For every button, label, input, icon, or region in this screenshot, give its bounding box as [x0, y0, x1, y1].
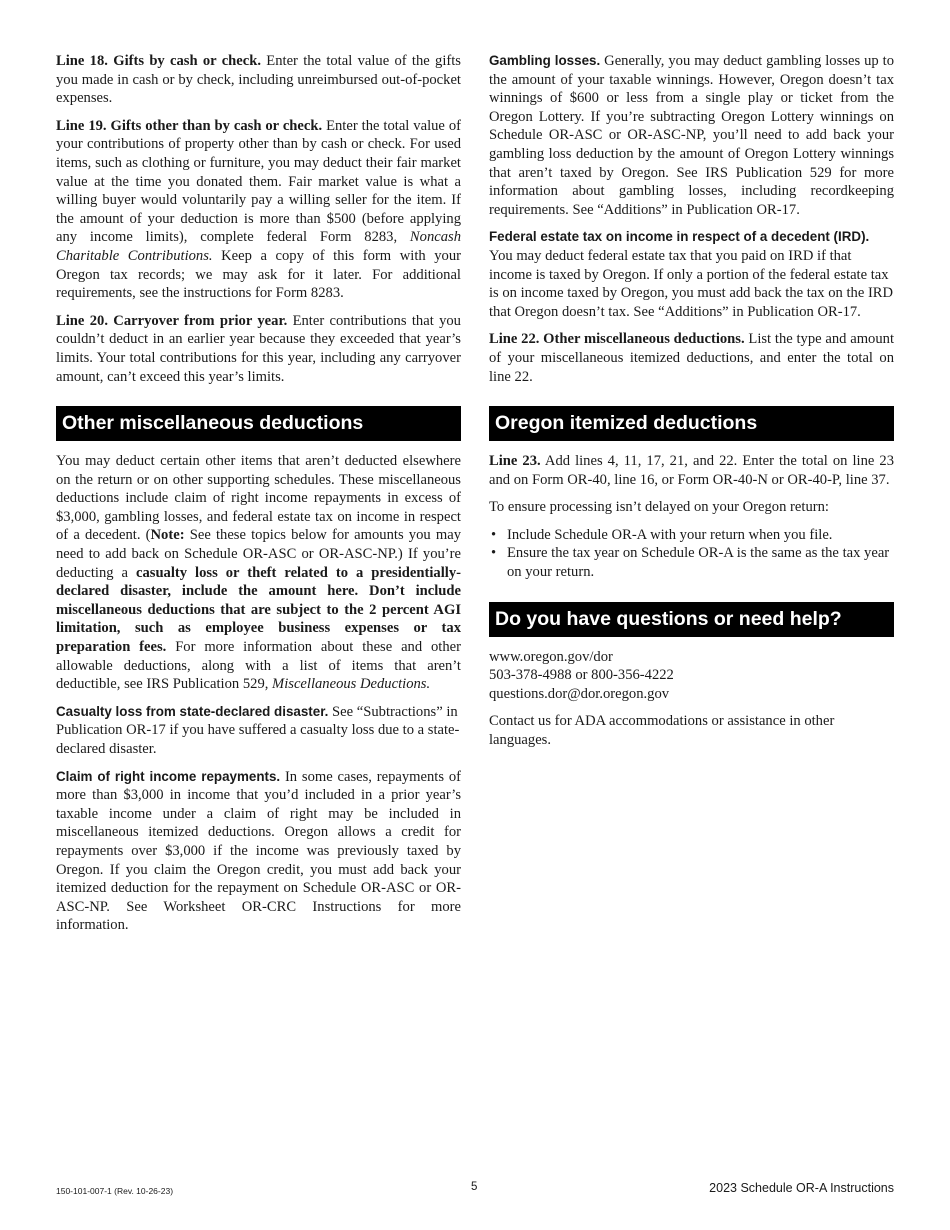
list-item-text: Include Schedule OR-A with your return when you file. — [507, 526, 833, 543]
gambling-text: Generally, you may deduct gambling losses up to the amount of your taxable winnings. However, Oregon doesn’t tax winnings of $600 or less from a single play or ticket from the Oregon Lottery. If you’re subtracting Oregon Lottery winnings on Schedule OR-ASC or OR-ASC-NP, you’ll need to add back your gambling loss deduction by the amount of Oregon Lottery winnings that aren’t taxed by Oregon. See IRS Publication 529 for more information about gambling losses, including recordkeeping requirements. See “Additions” in Publication OR-17. — [489, 53, 894, 218]
misc-publication-title: Miscellaneous Deductions. — [272, 676, 431, 693]
misc-intro-text-2: See these topics below for amounts you may need to add back on Schedule OR-ASC or OR-ASC-NP.) If you’re deducting a — [56, 527, 461, 581]
phone-numbers: 503-378-4988 or 800-356-4222 — [489, 667, 674, 684]
line23-paragraph — [489, 452, 894, 489]
ensure-processing-text: To ensure processing isn’t delayed on your Oregon return: — [489, 499, 829, 516]
line18-lead: Line 18. Gifts by cash or check. — [56, 53, 262, 69]
estate-tax-lead: Federal estate tax on income in respect of a decedent (IRD). — [489, 229, 870, 245]
line23-lead: Line 23. — [489, 453, 541, 470]
bullet-icon: • — [491, 545, 497, 562]
casualty-paragraph — [56, 703, 461, 759]
line22-paragraph — [489, 330, 894, 386]
claim-of-right-lead: Claim of right income repayments. — [56, 768, 281, 784]
line19-paragraph — [56, 117, 461, 303]
casualty-lead: Casualty loss from state-declared disaster. — [56, 703, 329, 719]
bullet-icon: • — [491, 526, 497, 543]
line19-text-continued: Keep a copy of this form with your Oregon tax records; we may ask for it later. For additional requirements, see the instructions for Form 8283. — [56, 247, 461, 302]
right-column — [489, 52, 894, 759]
line20-lead: Line 20. Carryover from prior year. — [56, 312, 288, 329]
misc-note-label: Note: — [150, 527, 185, 544]
misc-intro-text-3: For more information about these and other allowable deductions, along with a list of items that aren’t deductible, see IRS Publication 529, — [56, 639, 461, 693]
requirements-list — [489, 526, 894, 582]
list-item — [489, 526, 894, 545]
help-header: Do you have questions or need help? — [489, 602, 894, 637]
left-column — [56, 52, 461, 944]
ada-contact-text: Contact us for ADA accommodations or assistance in other languages. — [489, 713, 835, 749]
list-item — [489, 544, 894, 581]
line19-text: Enter the total value of your contributions of property other than by cash or check. For used items, such as clothing or furniture, you may deduct their fair market value at the time you donated them. Fair market value is what a willing buyer would voluntarily pay a willing seller for the item. If the amount of your deduction is more than $500 (before applying any income limits), complete federal Form 8283, — [56, 117, 462, 246]
list-item-text: Ensure the tax year on Schedule OR-A is the same as the tax year on your return. — [507, 545, 890, 581]
form-code: 150-101-007-1 (Rev. 10-26-23) — [56, 1186, 174, 1196]
oregon-itemized-header: Oregon itemized deductions — [489, 406, 894, 441]
misc-intro-text: You may deduct certain other items that aren’t deducted elsewhere on the return or on other supporting schedules. These miscellaneous deductions include claim of right income repayments in excess of $3,000, gambling losses, and federal estate tax on income in respect of a decedent. ( — [56, 453, 461, 544]
document-title: 2023 Schedule OR-A Instructions — [709, 1181, 894, 1195]
claim-of-right-paragraph — [56, 768, 461, 935]
website-link[interactable]: www.oregon.gov/dor — [489, 648, 613, 665]
page-number: 5 — [471, 1181, 478, 1193]
line18-text: Enter the total value of the gifts you made in cash or by check, including unreimbursed out-of-pocket expenses. — [56, 53, 461, 107]
claim-of-right-text: In some cases, repayments of more than $3,000 in income that you’d included in a prior year’s taxable income under a claim of right may be included in miscellaneous itemized deductions. Oregon allows a credit for repayments over $3,000 if the income was previously taxed by Oregon. If you claim the Oregon credit, you must add back your itemized deduction for the repayment on Schedule OR-ASC or OR-ASC-NP. See Worksheet OR-CRC Instructions for more information. — [56, 768, 461, 934]
misc-intro-bold-text: casualty loss or theft related to a presidentially-declared disaster, include the amount here. Don’t include miscellaneous deductions that are subject to the 2 percent AGI limitation, such as employee business expenses or tax preparation fees. — [56, 564, 461, 656]
line20-text: Enter contributions that you couldn’t deduct in an earlier year because they exceeded that year’s limits. Your total contributions for this year, including any carryover amount, can’t exceed this year’s limits. — [56, 312, 461, 385]
line22-text: List the type and amount of your miscellaneous itemized deductions, and enter the total on line 22. — [489, 331, 895, 385]
line18-paragraph — [56, 52, 461, 108]
line20-paragraph — [56, 312, 461, 386]
misc-deductions-header: Other miscellaneous deductions — [56, 406, 461, 441]
casualty-text: See “Subtractions” in Publication OR-17 if you have suffered a casualty loss due to a state-declared disaster. — [56, 703, 460, 757]
line22-lead: Line 22. Other miscellaneous deductions. — [489, 331, 745, 348]
line19-lead: Line 19. Gifts other than by cash or check. — [56, 117, 323, 134]
line19-form-title: Noncash Charitable Contributions. — [56, 229, 461, 264]
contact-info — [489, 648, 894, 704]
estate-tax-paragraph — [489, 228, 894, 321]
gambling-lead: Gambling losses. — [489, 53, 601, 68]
misc-intro-paragraph — [56, 452, 461, 694]
gambling-paragraph — [489, 52, 894, 219]
estate-tax-text: You may deduct federal estate tax that you paid on IRD if that income is taxed by Oregon. If only a portion of the federal estate tax is on income taxed by Oregon, you must add back the tax on the IRD that Oregon doesn’t tax. See “Additions” in Publication OR-17. — [489, 247, 894, 320]
email-link[interactable]: questions.dor@dor.oregon.gov — [489, 685, 670, 702]
line23-text: Add lines 4, 11, 17, 21, and 22. Enter the total on line 23 and on Form OR-40, line 16, or Form OR-40-N or OR-40-P, line 37. — [489, 453, 894, 488]
